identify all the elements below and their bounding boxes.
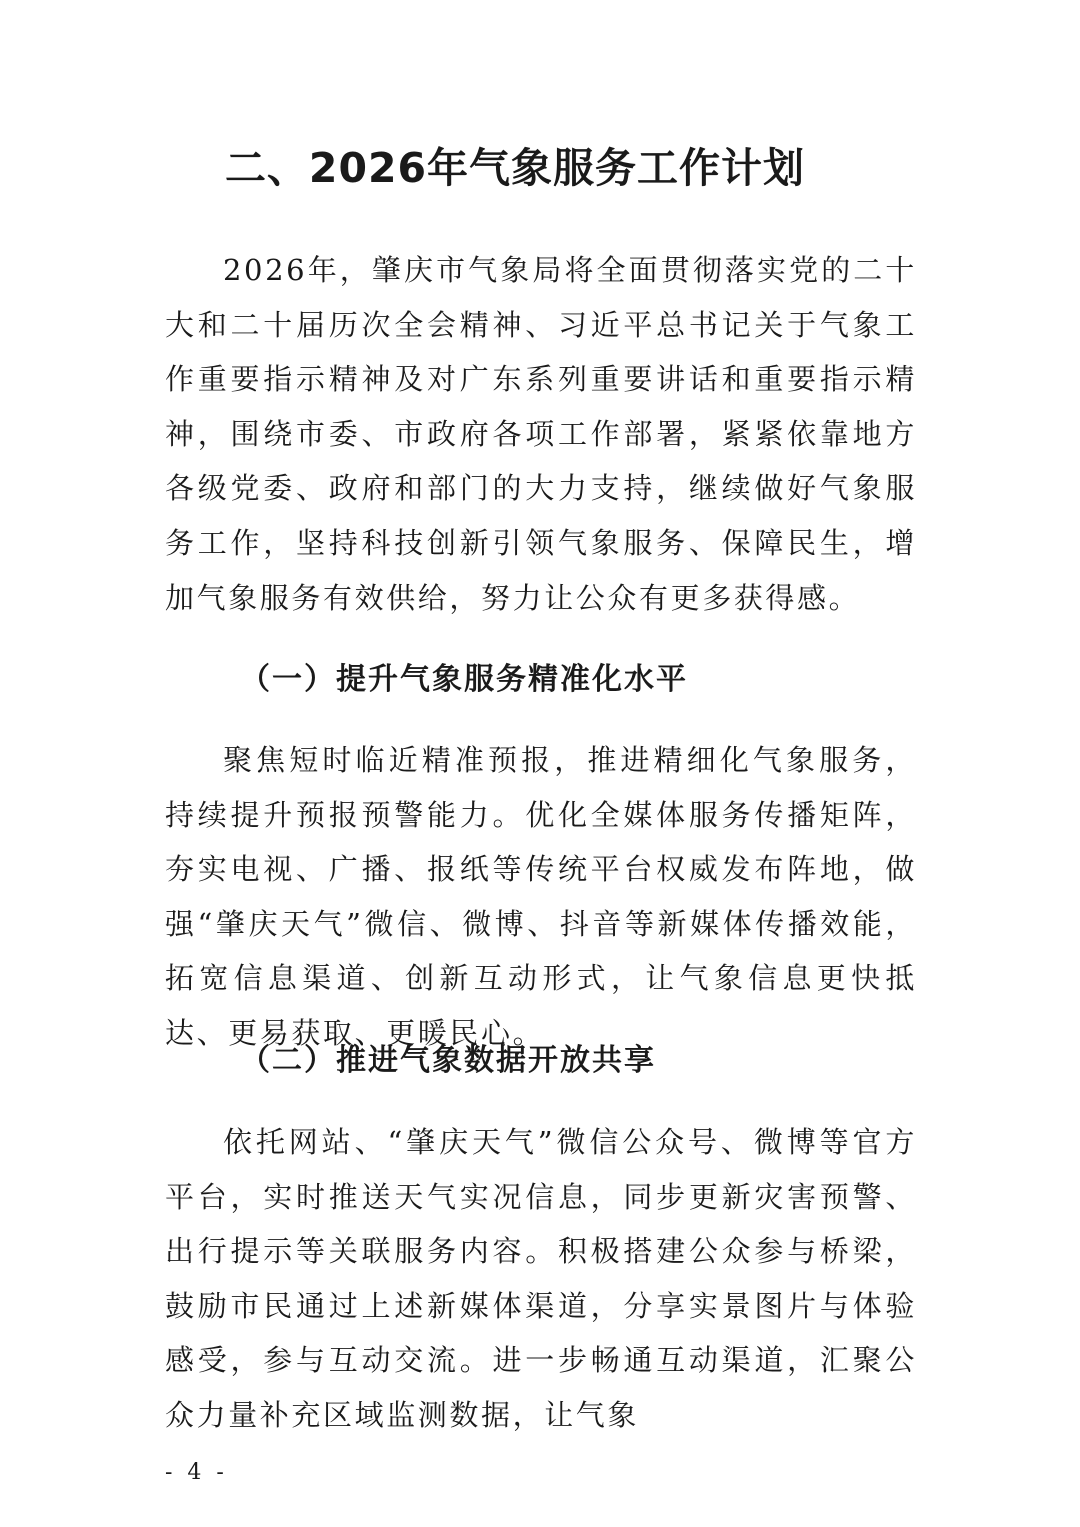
section-heading-2: （二）推进气象数据开放共享 <box>240 1043 656 1078</box>
section-heading-1: （一）提升气象服务精准化水平 <box>240 662 688 697</box>
page-number: - 4 - <box>165 1460 228 1485</box>
intro-paragraph: 2026年，肇庆市气象局将全面贯彻落实党的二十大和二十届历次全会精神、习近平总书记关于气象工作重要指示精神及对广东系列重要讲话和重要指示精神，围绕市委、市政府各项工作部署，紧紧依靠地方各级党委、政府和部门的大力支持，继续做好气象服务工作，坚持科技创新引领气象服务、保障民生，增加气象服务有效供给，努力让公众有更多获得感。 <box>165 253 917 615</box>
section-paragraph-2: 依托网站、“肇庆天气”微信公众号、微博等官方平台，实时推送天气实况信息，同步更新灾害预警、出行提示等关联服务内容。积极搭建公众参与桥梁，鼓励市民通过上述新媒体渠道，分享实景图片与体验感受，参与互动交流。进一步畅通互动渠道，汇聚公众力量补充区域监测数据，让气象 <box>165 1125 917 1432</box>
section-paragraph-1: 聚焦短时临近精准预报，推进精细化气象服务，持续提升预报预警能力。优化全媒体服务传播矩阵，夯实电视、广播、报纸等传统平台权威发布阵地，做强“肇庆天气”微信、微博、抖音等新媒体传播效能，拓宽信息渠道、创新互动形式，让气象信息更快抵达、更易获取、更暖民心。 <box>165 743 917 1050</box>
page-title-text: 二、2026年气象服务工作计划 <box>224 144 806 192</box>
page-title <box>0 138 1080 198</box>
